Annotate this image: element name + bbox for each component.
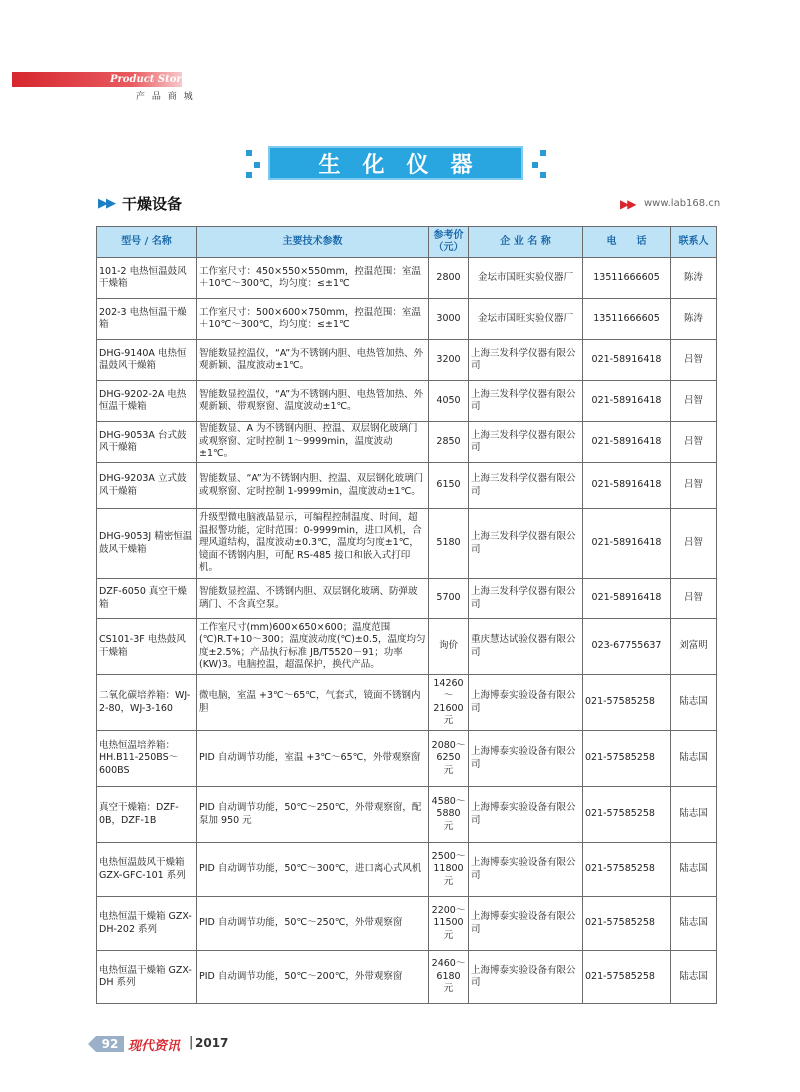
cell-model: 二氧化碳培养箱：WJ-2-80，WJ-3-160 xyxy=(97,675,197,731)
cell-phone: 021-58916418 xyxy=(583,340,671,381)
cell-price: 3200 xyxy=(429,340,469,381)
header-company: 企 业 名 称 xyxy=(469,227,583,258)
cell-contact: 陈涛 xyxy=(671,299,717,340)
table-header-row xyxy=(97,227,717,258)
table-row xyxy=(97,299,717,340)
footer-separator: | xyxy=(189,1035,194,1050)
table-row xyxy=(97,422,717,463)
cell-company: 上海三发科学仪器有限公司 xyxy=(469,381,583,422)
cell-price: 2080～6250 元 xyxy=(429,731,469,787)
table-row xyxy=(97,951,717,1004)
brand-english: Product Store xyxy=(110,74,189,85)
cell-contact: 陈涛 xyxy=(671,258,717,299)
cell-params: 智能数显控温仪，“A”为不锈钢内胆、电热管加热、外观新颖、带观察窗、温度波动±1℃。 xyxy=(197,381,429,422)
cell-phone: 021-57585258 xyxy=(583,951,671,1004)
header-price: 参考价（元） xyxy=(429,227,469,258)
section-title: 干燥设备 xyxy=(122,195,183,213)
cell-price: 2200～11500 元 xyxy=(429,897,469,951)
cell-params: 智能数显控温仪，“A”为不锈钢内胆、电热管加热、外观新颖、温度波动±1℃。 xyxy=(197,340,429,381)
cell-price: 2500～11800 元 xyxy=(429,843,469,897)
table-row xyxy=(97,340,717,381)
cell-params: PID 自动调节功能，50℃～250℃，外带观察窗，配泵加 950 元 xyxy=(197,787,429,843)
table-row xyxy=(97,509,717,579)
website-url: www.lab168.cn xyxy=(644,198,721,209)
cell-company: 上海博泰实验设备有限公司 xyxy=(469,843,583,897)
cell-contact: 陆志国 xyxy=(671,951,717,1004)
table-row xyxy=(97,579,717,619)
cell-model: 电热恒温培养箱：HH.B11-250BS～600BS xyxy=(97,731,197,787)
title-decoration xyxy=(540,172,546,178)
table-row xyxy=(97,675,717,731)
cell-params: 工作室尺寸：500×600×750mm，控温范围：室温＋10℃～300℃，均匀度：≤±1℃ xyxy=(197,299,429,340)
cell-model: 真空干燥箱：DZF-0B，DZF-1B xyxy=(97,787,197,843)
cell-price: 2460～6180 元 xyxy=(429,951,469,1004)
title-decoration xyxy=(532,162,538,168)
cell-company: 上海博泰实验设备有限公司 xyxy=(469,731,583,787)
cell-contact: 吕智 xyxy=(671,381,717,422)
cell-contact: 陆志国 xyxy=(671,675,717,731)
magazine-name: 现代资讯 xyxy=(128,1039,181,1054)
cell-contact: 陆志国 xyxy=(671,897,717,951)
cell-company: 上海博泰实验设备有限公司 xyxy=(469,951,583,1004)
cell-price: 5700 xyxy=(429,579,469,619)
cell-phone: 023-67755637 xyxy=(583,619,671,675)
page-number-arrow-icon xyxy=(88,1036,96,1052)
cell-phone: 021-58916418 xyxy=(583,381,671,422)
cell-params: PID 自动调节功能，50℃～300℃，进口离心式风机 xyxy=(197,843,429,897)
cell-company: 上海三发科学仪器有限公司 xyxy=(469,422,583,463)
cell-phone: 13511666605 xyxy=(583,258,671,299)
cell-model: 202-3 电热恒温干燥箱 xyxy=(97,299,197,340)
cell-params: PID 自动调节功能，50℃～200℃，外带观察窗 xyxy=(197,951,429,1004)
table-row xyxy=(97,843,717,897)
cell-price: 2850 xyxy=(429,422,469,463)
table-row xyxy=(97,731,717,787)
cell-params: 智能数显、A 为不锈钢内胆、控温、双层钢化玻璃门或观察窗、定时控制 1～9999min，温度波动±1℃。 xyxy=(197,422,429,463)
table-row xyxy=(97,381,717,422)
cell-price: 3000 xyxy=(429,299,469,340)
issue-year: 2017 xyxy=(195,1036,229,1050)
table-row xyxy=(97,619,717,675)
page-title-box xyxy=(268,146,523,180)
website-arrow-icon: ▶▶ xyxy=(620,197,635,211)
cell-phone: 021-58916418 xyxy=(583,463,671,509)
cell-phone: 13511666605 xyxy=(583,299,671,340)
header-phone: 电 话 xyxy=(583,227,671,258)
cell-phone: 021-58916418 xyxy=(583,422,671,463)
cell-price: 5180 xyxy=(429,509,469,579)
cell-params: 智能数显控温、不锈钢内胆、双层钢化玻璃、防弹玻璃门、不含真空泵。 xyxy=(197,579,429,619)
title-decoration xyxy=(254,162,260,168)
table-row xyxy=(97,463,717,509)
cell-params: 工作室尺寸：450×550×550mm，控温范围：室温＋10℃～300℃，均匀度：≤±1℃ xyxy=(197,258,429,299)
cell-contact: 吕智 xyxy=(671,579,717,619)
cell-phone: 021-57585258 xyxy=(583,897,671,951)
cell-contact: 陆志国 xyxy=(671,731,717,787)
cell-price: 6150 xyxy=(429,463,469,509)
cell-params: 工作室尺寸(mm)600×650×600；温度范围(℃)R.T+10～300；温度波动度(℃)±0.5，温度均匀度±2.5%；产品执行标准 JB/T5520－91；功率(KW)3。电脑控温，超温保护，换代产品。 xyxy=(197,619,429,675)
cell-model: DHG-9140A 电热恒温鼓风干燥箱 xyxy=(97,340,197,381)
section-arrow-icon: ▶▶ xyxy=(98,196,114,211)
cell-company: 金坛市国旺实验仪器厂 xyxy=(469,258,583,299)
cell-phone: 021-58916418 xyxy=(583,509,671,579)
cell-model: DZF-6050 真空干燥箱 xyxy=(97,579,197,619)
cell-company: 金坛市国旺实验仪器厂 xyxy=(469,299,583,340)
cell-phone: 021-57585258 xyxy=(583,843,671,897)
cell-model: 101-2 电热恒温鼓风干燥箱 xyxy=(97,258,197,299)
cell-company: 上海博泰实验设备有限公司 xyxy=(469,897,583,951)
cell-contact: 吕智 xyxy=(671,340,717,381)
cell-price: 询价 xyxy=(429,619,469,675)
header-params: 主要技术参数 xyxy=(197,227,429,258)
cell-params: 智能数显、“A”为不锈钢内胆、控温、双层钢化玻璃门或观察窗、定时控制 1-9999min，温度波动±1℃。 xyxy=(197,463,429,509)
cell-company: 上海三发科学仪器有限公司 xyxy=(469,579,583,619)
cell-contact: 吕智 xyxy=(671,422,717,463)
brand-chinese: 产 品 商 城 xyxy=(136,92,195,102)
cell-phone: 021-57585258 xyxy=(583,787,671,843)
cell-phone: 021-58916418 xyxy=(583,579,671,619)
table-row xyxy=(97,787,717,843)
cell-model: DHG-9053J 精密恒温鼓风干燥箱 xyxy=(97,509,197,579)
cell-params: 微电脑，室温 +3℃～65℃，气套式，镜面不锈钢内胆 xyxy=(197,675,429,731)
cell-model: DHG-9203A 立式鼓风干燥箱 xyxy=(97,463,197,509)
cell-price: 4050 xyxy=(429,381,469,422)
cell-contact: 陆志国 xyxy=(671,787,717,843)
page-number: 92 xyxy=(96,1036,124,1052)
cell-phone: 021-57585258 xyxy=(583,675,671,731)
title-decoration xyxy=(246,172,252,178)
cell-model: CS101-3F 电热鼓风干燥箱 xyxy=(97,619,197,675)
cell-contact: 吕智 xyxy=(671,463,717,509)
table-row xyxy=(97,258,717,299)
cell-price: 14260～21600 元 xyxy=(429,675,469,731)
cell-params: PID 自动调节功能，室温 +3℃～65℃，外带观察窗 xyxy=(197,731,429,787)
cell-model: DHG-9202-2A 电热恒温干燥箱 xyxy=(97,381,197,422)
cell-phone: 021-57585258 xyxy=(583,731,671,787)
title-decoration xyxy=(540,150,546,156)
title-decoration xyxy=(246,150,252,156)
cell-price: 4580～5880 元 xyxy=(429,787,469,843)
product-table xyxy=(96,226,717,1004)
cell-price: 2800 xyxy=(429,258,469,299)
cell-company: 上海三发科学仪器有限公司 xyxy=(469,509,583,579)
cell-params: PID 自动调节功能，50℃～250℃，外带观察窗 xyxy=(197,897,429,951)
cell-model: 电热恒温干燥箱 GZX-DH 系列 xyxy=(97,951,197,1004)
header-contact: 联系人 xyxy=(671,227,717,258)
cell-model: DHG-9053A 台式鼓风干燥箱 xyxy=(97,422,197,463)
table-row xyxy=(97,897,717,951)
page-title: 生化仪器 xyxy=(318,152,495,178)
cell-company: 上海博泰实验设备有限公司 xyxy=(469,675,583,731)
cell-company: 重庆慧达试验仪器有限公司 xyxy=(469,619,583,675)
cell-company: 上海博泰实验设备有限公司 xyxy=(469,787,583,843)
cell-params: 升级型微电脑液晶显示，可编程控制温度、时间，超温报警功能，定时范围：0-9999min，进口风机，合理风道结构，温度波动±0.3℃，温度均匀度±1℃，镜面不锈钢内胆，可配 RS-485 接口和嵌入式打印机。 xyxy=(197,509,429,579)
cell-company: 上海三发科学仪器有限公司 xyxy=(469,463,583,509)
cell-contact: 吕智 xyxy=(671,509,717,579)
cell-company: 上海三发科学仪器有限公司 xyxy=(469,340,583,381)
cell-contact: 陆志国 xyxy=(671,843,717,897)
cell-model: 电热恒温干燥箱 GZX-DH-202 系列 xyxy=(97,897,197,951)
cell-contact: 刘富明 xyxy=(671,619,717,675)
cell-model: 电热恒温鼓风干燥箱 GZX-GFC-101 系列 xyxy=(97,843,197,897)
header-model: 型号 / 名称 xyxy=(97,227,197,258)
